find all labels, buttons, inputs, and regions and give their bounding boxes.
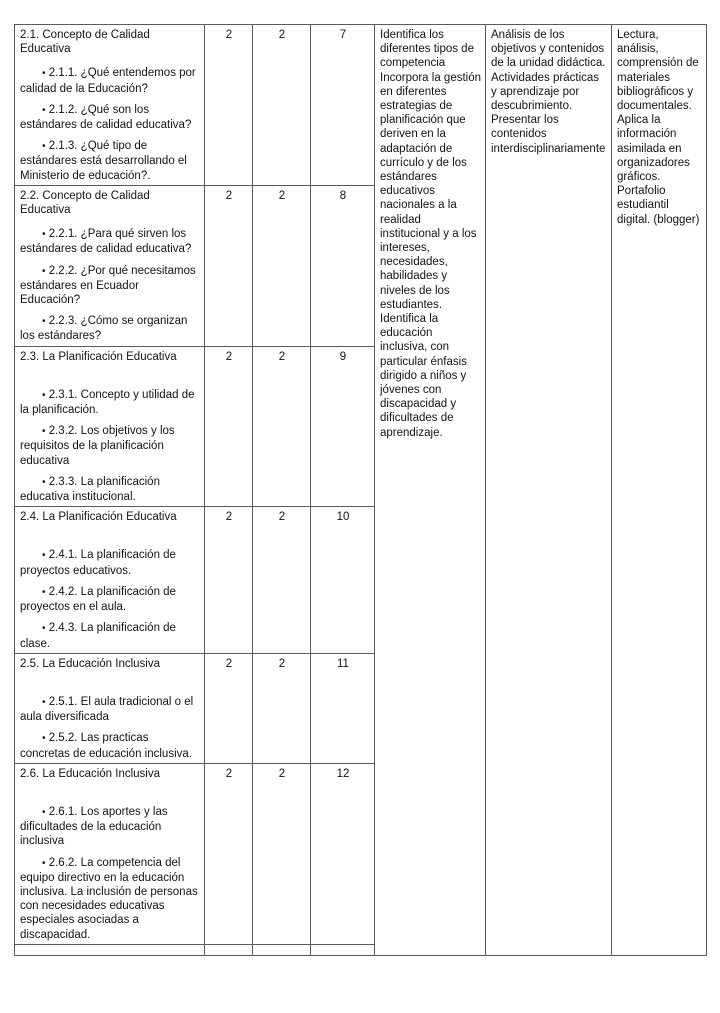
- bullet-icon: •: [42, 550, 46, 562]
- list-item: [20, 66, 200, 95]
- bullet-icon: •: [42, 265, 46, 277]
- bullet-icon: •: [42, 733, 46, 745]
- week-number-cell: 11: [311, 653, 375, 763]
- list-item-label: 2.3.1. Concepto y utilidad de la planificación.: [20, 388, 195, 417]
- list-item: [20, 139, 200, 183]
- list-item: [20, 805, 200, 849]
- weeks-cell: 2: [253, 653, 311, 763]
- list-item: [20, 314, 200, 343]
- bullet-icon: •: [42, 104, 46, 116]
- unit-subtopic-list: [20, 695, 200, 761]
- evaluacion-text: Lectura, análisis, comprensión de materiales bibliográficos y documentales. Aplica la información asimilada en organizadores gráficos. Portafolio estudiantil digital. (blogger): [617, 29, 700, 226]
- list-item-label: 2.5.1. El aula tradicional o el aula diversificada: [20, 695, 194, 724]
- list-item: [20, 695, 200, 724]
- unit-title: 2.6. La Educación Inclusiva: [20, 767, 161, 780]
- bullet-icon: •: [42, 476, 46, 488]
- list-item-label: 2.6.2. La competencia del equipo directivo en la educación inclusiva. La inclusión de personas con necesidades educativas especiales asociadas a discapacidad.: [20, 856, 198, 941]
- list-item-label: 2.5.2. Las practicas concretas de educación inclusiva.: [20, 732, 192, 760]
- list-item-label: 2.1.2. ¿Qué son los estándares de calidad educativa?: [20, 103, 192, 132]
- weeks-cell: 2: [253, 185, 311, 346]
- metodologia-text: Análisis de los objetivos y contenidos de la unidad didáctica. Actividades prácticas y aprendizaje por descubrimiento. Presentar los contenidos interdisciplinariamente: [491, 29, 606, 155]
- list-item: [20, 475, 200, 504]
- table-row: [15, 25, 707, 186]
- weeks-cell: 2: [253, 346, 311, 507]
- hours-cell: 2: [205, 25, 253, 186]
- list-item-label: 2.4.2. La planificación de proyectos en el aula.: [20, 585, 176, 614]
- unit-cell: [15, 25, 205, 186]
- bullet-icon: •: [42, 696, 46, 708]
- bullet-icon: •: [42, 229, 46, 241]
- hours-cell: 2: [205, 653, 253, 763]
- bullet-icon: •: [42, 68, 46, 80]
- list-item-label: 2.1.3. ¿Qué tipo de estándares está desarrollando el Ministerio de educación?.: [20, 140, 187, 182]
- week-number-cell: 12: [311, 763, 375, 944]
- unit-subtopic-list: [20, 548, 200, 650]
- unit-subtopic-list: [20, 227, 200, 343]
- hours-cell: 2: [205, 185, 253, 346]
- bullet-icon: •: [42, 389, 46, 401]
- bullet-icon: •: [42, 623, 46, 635]
- hours-cell-partial: [205, 944, 253, 955]
- competencias-text: Identifica los diferentes tipos de competencia Incorpora la gestión en diferentes estrategias de planificación que deriven en la adaptación de currículo y de los estándares educativos nacionales a la realidad institucional y a los intereses, necesidades, habilidades y niveles de los estudiantes. Identifica la educación inclusiva, con particular énfasis dirigido a niños y jóvenes con discapacidad y dificultades de aprendizaje.: [380, 29, 482, 439]
- list-item: [20, 585, 200, 614]
- weeks-cell: 2: [253, 507, 311, 653]
- hours-cell: 2: [205, 346, 253, 507]
- list-item-label: 2.4.1. La planificación de proyectos educativos.: [20, 549, 176, 577]
- week-number-cell: 8: [311, 185, 375, 346]
- list-item-label: 2.2.1. ¿Para qué sirven los estándares de calidad educativa?: [20, 228, 192, 256]
- unit-title: 2.4. La Planificación Educativa: [20, 511, 177, 524]
- list-item: [20, 731, 200, 760]
- unit-cell: [15, 763, 205, 944]
- unit-title: 2.2. Concepto de Calidad Educativa: [20, 189, 150, 217]
- bullet-icon: •: [42, 586, 46, 598]
- metodologia-cell: [486, 25, 612, 956]
- list-item: [20, 621, 200, 650]
- unit-cell: [15, 346, 205, 507]
- unit-title: 2.3. La Planificación Educativa: [20, 350, 177, 363]
- evaluacion-cell: [612, 25, 707, 956]
- list-item: [20, 424, 200, 468]
- unit-subtopic-list: [20, 388, 200, 504]
- list-item-label: 2.2.3. ¿Cómo se organizan los estándares?: [20, 315, 188, 343]
- week-number-cell: 10: [311, 507, 375, 653]
- list-item: [20, 388, 200, 417]
- hours-cell: 2: [205, 763, 253, 944]
- unit-cell: [15, 185, 205, 346]
- list-item: [20, 103, 200, 132]
- week-number-cell: 9: [311, 346, 375, 507]
- unit-title: 2.1. Concepto de Calidad Educativa: [20, 29, 150, 56]
- list-item-label: 2.1.1. ¿Qué entendemos por calidad de la Educación?: [20, 67, 196, 95]
- hours-cell: 2: [205, 507, 253, 653]
- weeks-cell: 2: [253, 763, 311, 944]
- bullet-icon: •: [42, 141, 46, 153]
- list-item-label: 2.3.3. La planificación educativa institucional.: [20, 475, 160, 504]
- unit-cell: [15, 507, 205, 653]
- list-item: [20, 548, 200, 577]
- syllabus-table: [14, 24, 707, 956]
- weeks-cell-partial: [253, 944, 311, 955]
- list-item: [20, 856, 200, 942]
- list-item-label: 2.3.2. Los objetivos y los requisitos de la planificación educativa: [20, 425, 175, 467]
- list-item-label: 2.2.2. ¿Por qué necesitamos estándares en Ecuador Educación?: [20, 264, 196, 307]
- list-item: [20, 264, 200, 308]
- bullet-icon: •: [42, 806, 46, 818]
- competencias-cell: [375, 25, 486, 956]
- bullet-icon: •: [42, 426, 46, 438]
- unit-cell: [15, 653, 205, 763]
- unit-subtopic-list: [20, 805, 200, 942]
- unit-subtopic-list: [20, 66, 200, 182]
- unit-title: 2.5. La Educación Inclusiva: [20, 657, 161, 670]
- list-item: [20, 227, 200, 256]
- weeks-cell: 2: [253, 25, 311, 186]
- bullet-icon: •: [42, 316, 46, 328]
- unit-cell-partial: [15, 944, 205, 955]
- week-number-cell: 7: [311, 25, 375, 186]
- bullet-icon: •: [42, 857, 46, 869]
- list-item-label: 2.4.3. La planificación de clase.: [20, 622, 176, 650]
- list-item-label: 2.6.1. Los aportes y las dificultades de la educación inclusiva: [20, 805, 168, 848]
- week-number-cell-partial: [311, 944, 375, 955]
